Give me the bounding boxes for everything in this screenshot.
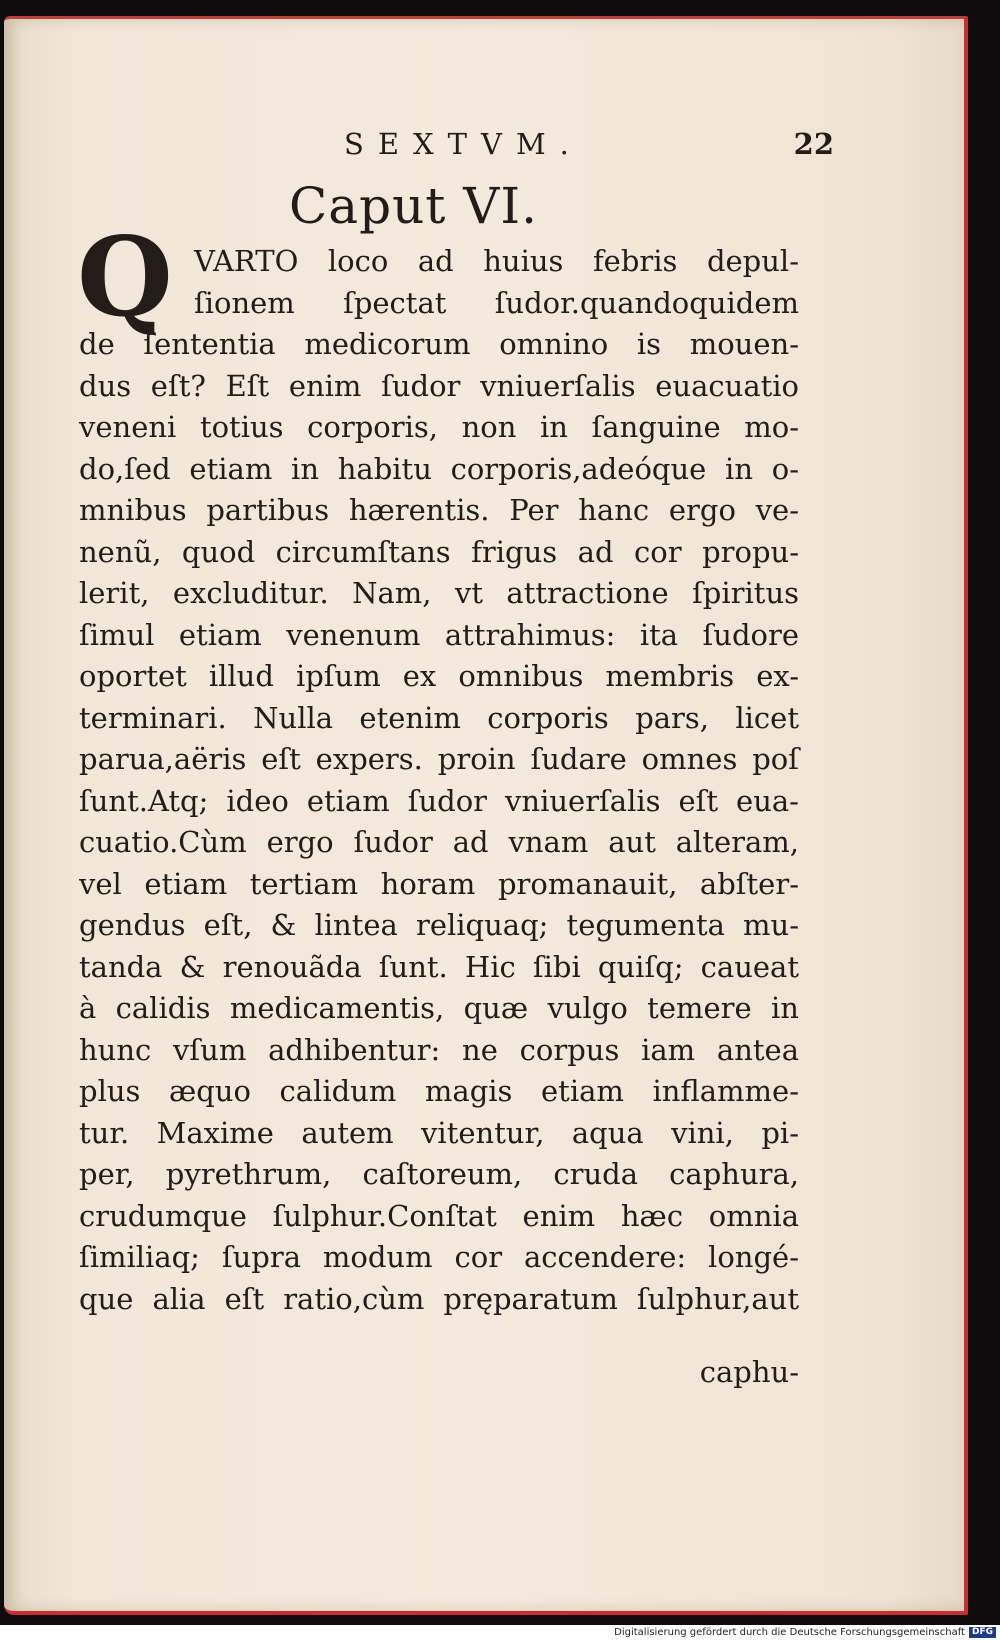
drop-cap-initial: Q bbox=[77, 212, 173, 341]
text-line: VARTO loco ad huius febris depul- bbox=[194, 244, 799, 278]
text-line: hunc vſum adhibentur: ne corpus iam antea bbox=[79, 1032, 799, 1067]
text-line: de ſententia medicorum omnino is mouen- bbox=[79, 327, 799, 361]
text-line: crudumque ſulphur.Conſtat enim hæc omnia bbox=[79, 1198, 799, 1233]
text-line: dus eſt? Eſt enim ſudor vniuerſalis euacuatio bbox=[79, 368, 799, 403]
body-text bbox=[79, 241, 799, 1320]
text-line: cuatio.Cùm ergo ſudor ad vnam aut alteram, bbox=[79, 825, 799, 859]
text-line: plus æquo calidum magis etiam inflamme- bbox=[79, 1074, 799, 1108]
text-line: ſimiliaq; ſupra modum cor accendere: longé- bbox=[79, 1240, 799, 1274]
text-line: que alia eſt ratio,cùm pręparatum ſulphur,aut bbox=[79, 1281, 799, 1316]
text-line: à calidis medicamentis, quæ vulgo temere in bbox=[79, 991, 799, 1025]
digitization-credit bbox=[614, 1627, 996, 1638]
text-line: ſimul etiam venenum attrahimus: ita ſudore bbox=[79, 617, 799, 652]
text-line: ſunt.Atq; ideo etiam ſudor vniuerſalis eſt eua- bbox=[79, 783, 799, 818]
text-line: lerit, excluditur. Nam, vt attractione ſpiritus bbox=[79, 576, 799, 610]
text-line: nenũ, quod circumſtans frigus ad cor propu- bbox=[79, 534, 799, 569]
running-head bbox=[274, 127, 834, 167]
text-line: tanda & renouãda ſunt. Hic ſibi quiſq; caueat bbox=[79, 949, 799, 984]
dfg-logo: DFG bbox=[969, 1627, 996, 1638]
text-line: tur. Maxime autem vitentur, aqua vini, pi- bbox=[79, 1115, 799, 1150]
text-line: parua,aëris eſt expers. proin ſudare omnes poſ bbox=[79, 742, 799, 776]
text-line: veneni totius corporis, non in ſanguine mo- bbox=[79, 410, 799, 444]
catchword: caphu- bbox=[699, 1355, 799, 1389]
text-line: per, pyrethrum, caſtoreum, cruda caphura, bbox=[79, 1157, 799, 1191]
text-line: oportet illud ipſum ex omnibus membris ex- bbox=[79, 659, 799, 693]
text-line: terminari. Nulla etenim corporis pars, licet bbox=[79, 700, 799, 735]
text-line: vel etiam tertiam horam promanauit, abſter- bbox=[79, 866, 799, 901]
credit-text: Digitalisierung gefördert durch die Deutsche Forschungsgemeinschaft bbox=[614, 1627, 965, 1638]
text-line: do,ſed etiam in habitu corporis,adeóque in o- bbox=[79, 451, 799, 486]
text-line: gendus eſt, & lintea reliquaq; tegumenta mu- bbox=[79, 908, 799, 942]
chapter-title: Caput VI. bbox=[289, 177, 539, 235]
text-line: ſionem ſpectat ſudor.quandoquidem bbox=[194, 285, 799, 320]
book-page bbox=[4, 16, 968, 1615]
text-line: mnibus partibus hærentis. Per hanc ergo ve- bbox=[79, 493, 799, 527]
page-number: 22 bbox=[793, 127, 834, 161]
running-title: SEXTVM. bbox=[344, 127, 583, 161]
